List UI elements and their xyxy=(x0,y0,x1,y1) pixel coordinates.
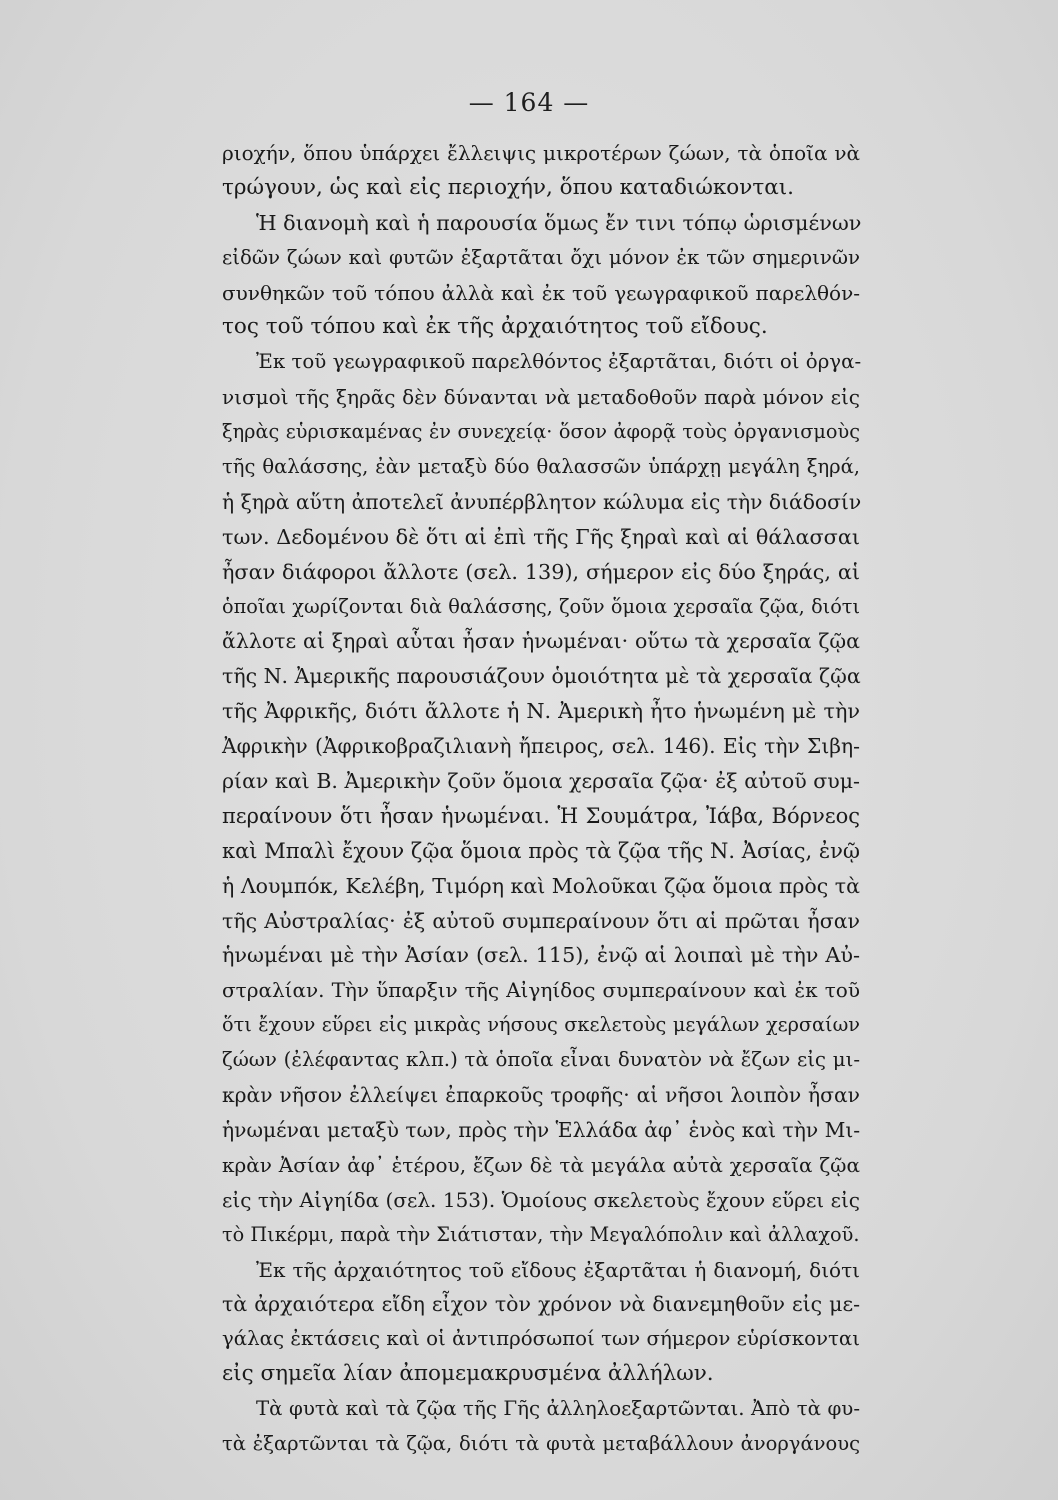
text-line: ἡνωμέναι μὲ τὴν Ἀσίαν (σελ. 115), ἐνῷ αἱ λοιπαὶ μὲ τὴν Αὐ- xyxy=(222,943,860,968)
text-line: ἄλλοτε αἱ ξηραὶ αὗται ἦσαν ἡνωμέναι· οὕτω τὰ χερσαῖα ζῷα xyxy=(222,629,860,654)
text-line: τῆς Ν. Ἀμερικῆς παρουσιάζουν ὁμοιότητα μὲ τὰ χερσαῖα ζῷα xyxy=(222,664,861,689)
text-line: κρὰν νῆσον ἐλλείψει ἐπαρκοῦς τροφῆς· αἱ νῆσοι λοιπὸν ἦσαν xyxy=(222,1083,860,1108)
text-line: ρίαν καὶ Β. Ἀμερικὴν ζοῦν ὅμοια χερσαῖα ζῷα· ἐξ αὐτοῦ συμ- xyxy=(222,769,860,794)
text-line: ριοχήν, ὅπου ὑπάρχει ἔλλειψις μικροτέρων ζώων, τὰ ὁποῖα νὰ xyxy=(222,141,860,165)
text-line: εἰς σημεῖα λίαν ἀπομεμακρυσμένα ἀλλήλων. xyxy=(222,1361,714,1387)
text-line: καὶ Μπαλὶ ἔχουν ζῷα ὅμοια πρὸς τὰ ζῷα τῆς Ν. Ἀσίας, ἐνῷ xyxy=(222,838,860,863)
text-line: Ἡ διανομὴ καὶ ἡ παρουσία ὅμως ἔν τινι τόπῳ ὡρισμένων xyxy=(256,210,862,235)
text-line: νισμοὶ τῆς ξηρᾶς δὲν δύνανται νὰ μεταδοθοῦν παρὰ μόνον εἰς xyxy=(222,385,860,410)
text-line: εἰς τὴν Αἰγηίδα (σελ. 153). Ὁμοίους σκελετοὺς ἔχουν εὕρει εἰς xyxy=(222,1187,860,1212)
text-line: τὰ ἀρχαιότερα εἴδη εἶχον τὸν χρόνον νὰ διανεμηθοῦν εἰς με- xyxy=(222,1292,860,1317)
text-line: ξηρὰς εὑρισκαμένας ἐν συνεχείᾳ· ὅσον ἀφορᾷ τοὺς ὀργανισμοὺς xyxy=(222,420,860,444)
text-line: κρὰν Ἀσίαν ἀφ᾽ ἑτέρου, ἔζων δὲ τὰ μεγάλα αὐτὰ χερσαῖα ζῷα xyxy=(222,1152,860,1177)
text-line: στραλίαν. Τὴν ὕπαρξιν τῆς Αἰγηίδος συμπεραίνουν καὶ ἐκ τοῦ xyxy=(222,978,860,1003)
text-line: ἡ ξηρὰ αὕτη ἀποτελεῖ ἀνυπέρβλητον κώλυμα εἰς τὴν διάδοσίν xyxy=(222,489,862,514)
text-line: ζώων (ἐλέφαντας κλπ.) τὰ ὁποῖα εἶναι δυνατὸν νὰ ἔζων εἰς μι- xyxy=(222,1048,860,1072)
text-line: περαίνουν ὅτι ἦσαν ἡνωμέναι. Ἡ Σουμάτρα, Ἰάβα, Βόρνεος xyxy=(222,803,860,828)
text-line: συνθηκῶν τοῦ τόπου ἀλλὰ καὶ ἐκ τοῦ γεωγραφικοῦ παρελθόν- xyxy=(222,280,860,305)
text-line: ὁποῖαι χωρίζονται διὰ θαλάσσης, ζοῦν ὅμοια χερσαῖα ζῷα, διότι xyxy=(222,594,860,618)
text-line: τῆς Αὐστραλίας· ἐξ αὐτοῦ συμπεραίνουν ὅτι αἱ πρῶται ἦσαν xyxy=(222,908,860,933)
text-line: τὰ ἐξαρτῶνται τὰ ζῷα, διότι τὰ φυτὰ μεταβάλλουν ἀνοργάνους xyxy=(222,1431,860,1455)
text-line: ἦσαν διάφοροι ἄλλοτε (σελ. 139), σήμερον εἰς δύο ξηράς, αἱ xyxy=(222,559,860,584)
text-line: Ἐκ τοῦ γεωγραφικοῦ παρελθόντος ἐξαρτᾶται, διότι οἱ ὀργα- xyxy=(256,350,862,374)
text-line: τρώγουν, ὡς καὶ εἰς περιοχήν, ὅπου καταδιώκονται. xyxy=(222,174,794,200)
text-line: ὅτι ἔχουν εὕρει εἰς μικρὰς νήσους σκελετοὺς μεγάλων χερσαίων xyxy=(222,1013,860,1037)
text-line: τῆς θαλάσσης, ἐὰν μεταξὺ δύο θαλασσῶν ὑπάρχῃ μεγάλη ξηρά, xyxy=(222,455,860,479)
text-line: τὸ Πικέρμι, παρὰ τὴν Σιάτισταν, τὴν Μεγαλόπολιν καὶ ἀλλαχοῦ. xyxy=(222,1222,860,1246)
text-line: των. Δεδομένου δὲ ὅτι αἱ ἐπὶ τῆς Γῆς ξηραὶ καὶ αἱ θάλασσαι xyxy=(222,524,860,549)
page-number: — 164 — xyxy=(468,88,590,117)
text-line: εἰδῶν ζώων καὶ φυτῶν ἐξαρτᾶται ὄχι μόνον ἐκ τῶν σημερινῶν xyxy=(222,245,860,269)
text-line: Ἐκ τῆς ἀρχαιότητος τοῦ εἴδους ἐξαρτᾶται ἡ διανομή, διότι xyxy=(256,1257,860,1282)
text-line: ἡ Λουμπόκ, Κελέβη, Τιμόρη καὶ Μολοῦκαι ζῷα ὅμοια πρὸς τὰ xyxy=(222,873,860,898)
text-line: Τὰ φυτὰ καὶ τὰ ζῷα τῆς Γῆς ἀλληλοεξαρτῶνται. Ἀπὸ τὰ φυ- xyxy=(256,1397,860,1421)
text-line: γάλας ἐκτάσεις καὶ οἱ ἀντιπρόσωποί των σήμερον εὑρίσκονται xyxy=(222,1327,860,1351)
text-line: τῆς Ἀφρικῆς, διότι ἄλλοτε ἡ Ν. Ἀμερικὴ ἦτο ἡνωμένη μὲ τὴν xyxy=(222,699,860,724)
text-line: Ἀφρικὴν (Ἀφρικοβραζιλιανὴ ἤπειρος, σελ. 146). Εἰς τὴν Σιβη- xyxy=(222,734,860,759)
text-line: ἡνωμέναι μεταξὺ των, πρὸς τὴν Ἑλλάδα ἀφ᾽ ἑνὸς καὶ τὴν Μι- xyxy=(222,1117,861,1142)
body-text xyxy=(222,136,860,1462)
text-line: τος τοῦ τόπου καὶ ἐκ τῆς ἀρχαιότητος τοῦ εἴδους. xyxy=(222,314,768,340)
